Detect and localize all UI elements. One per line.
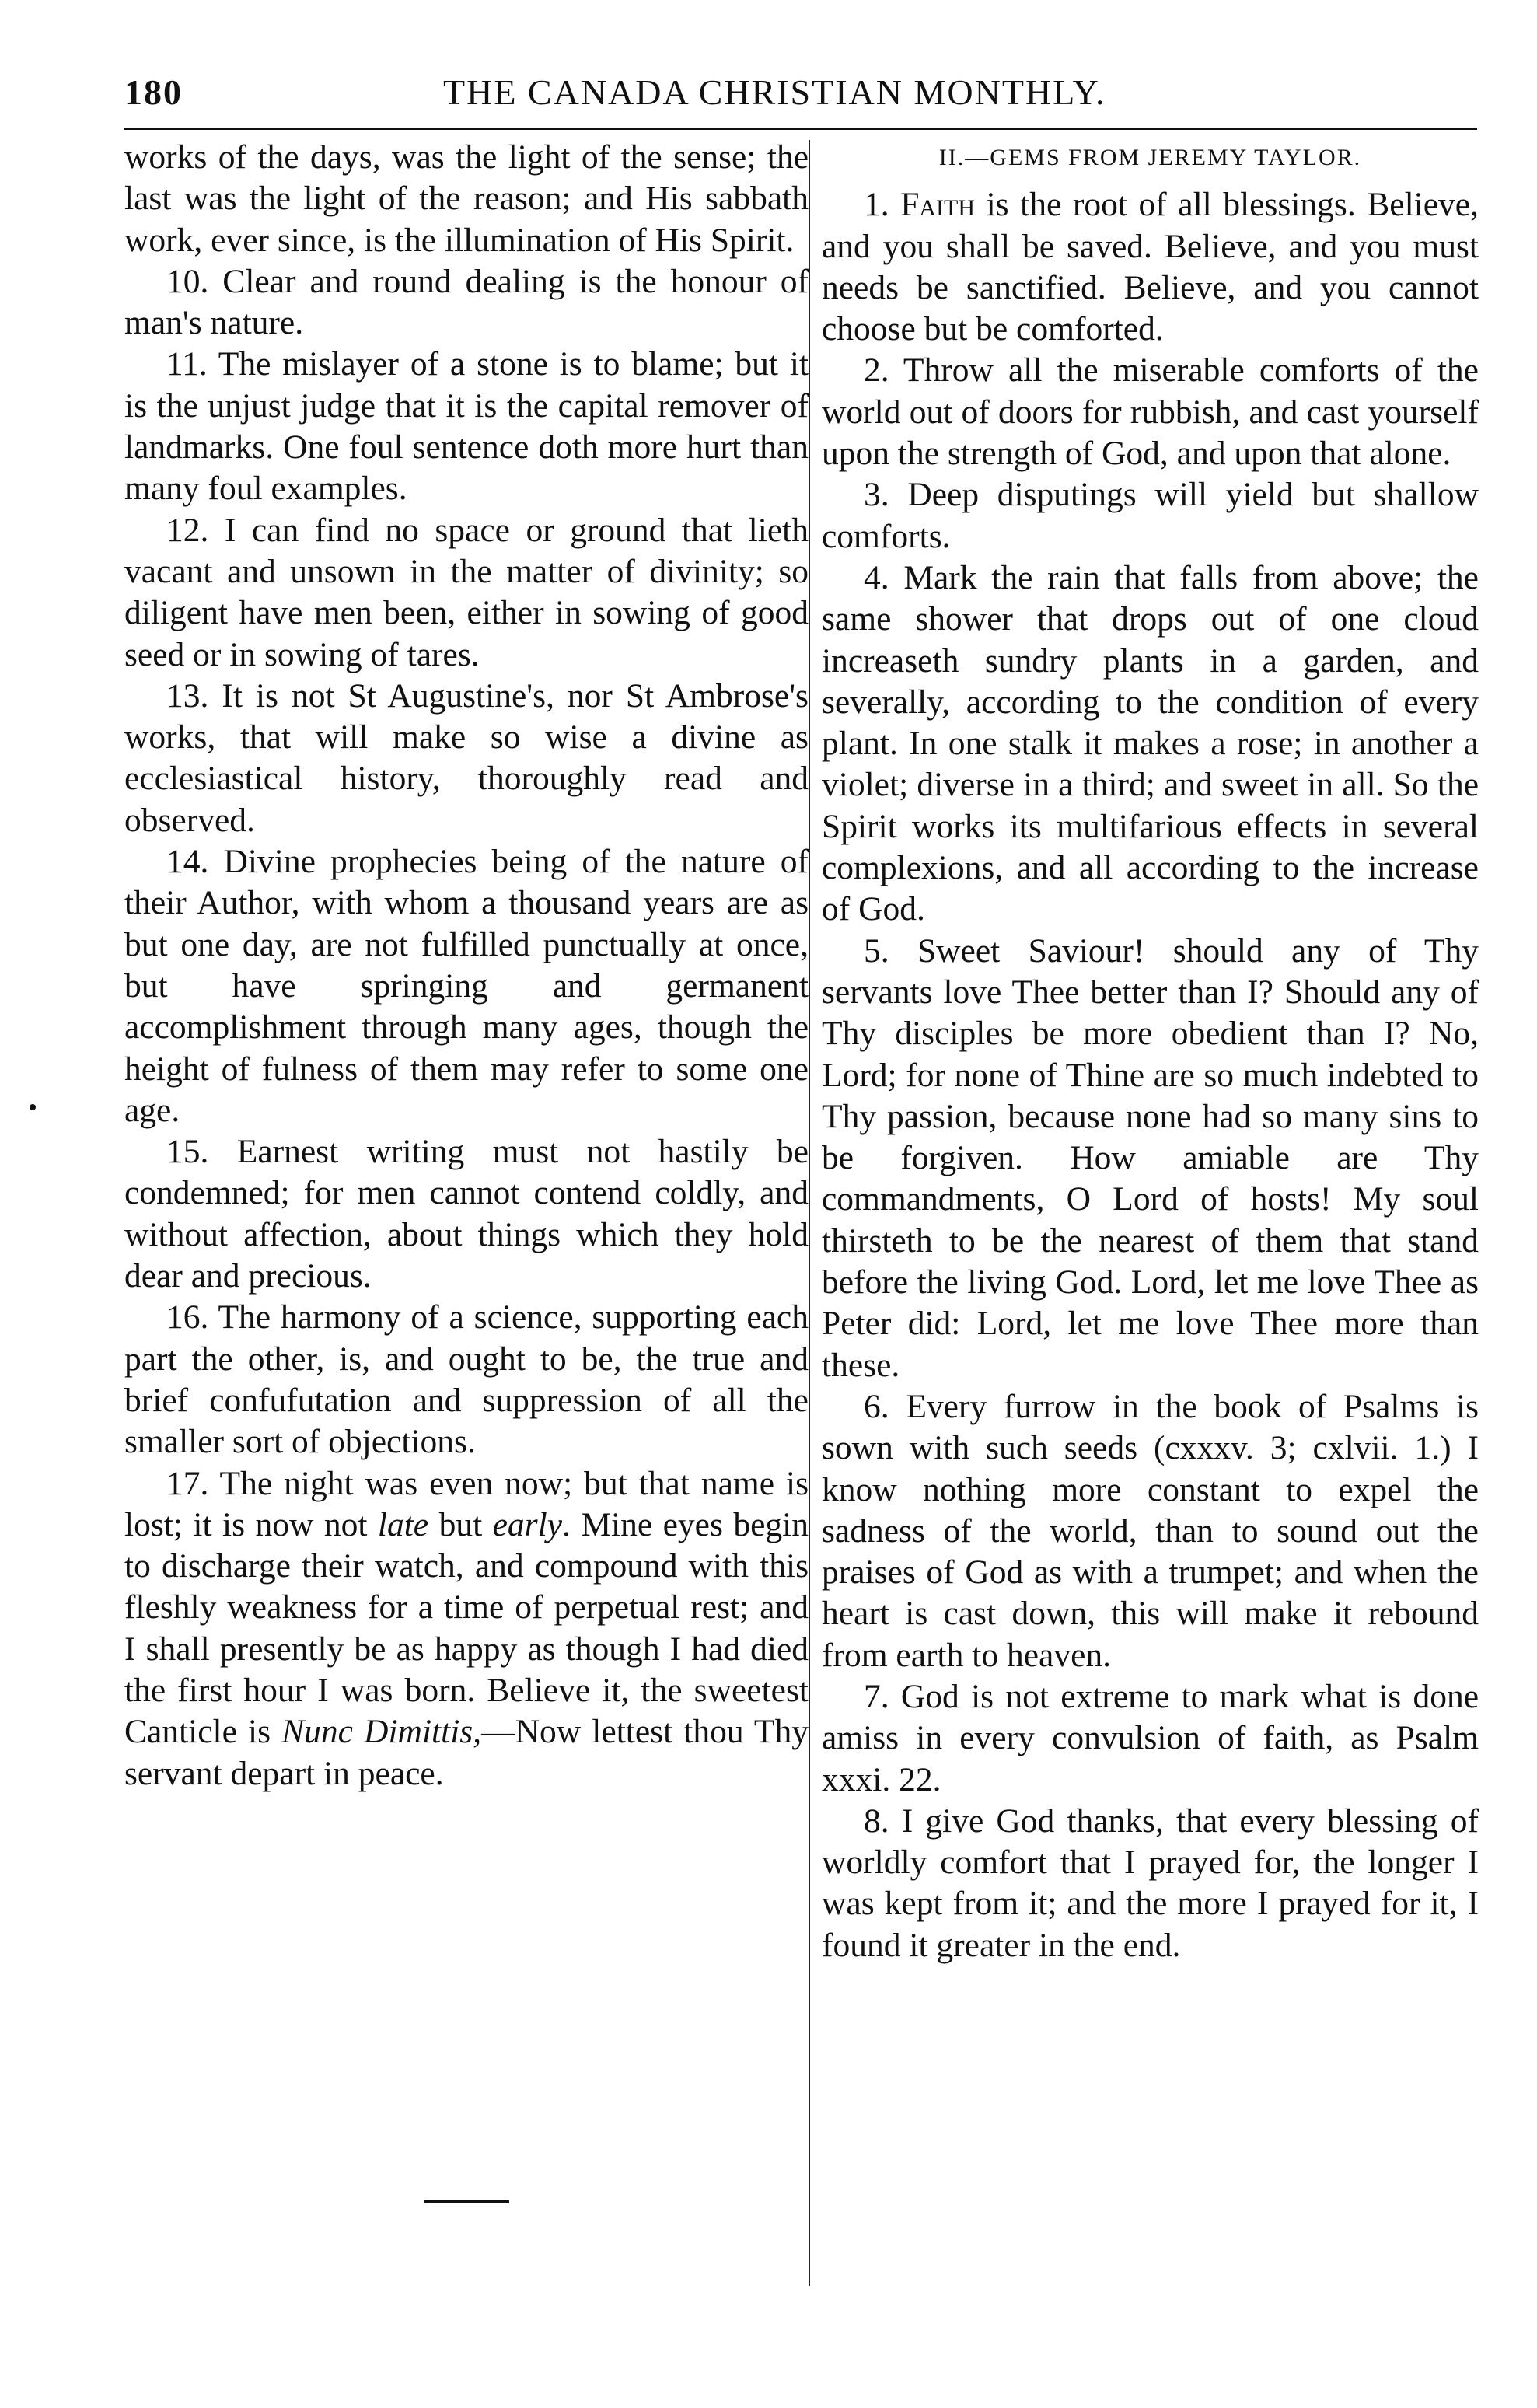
text-run: but — [428, 1505, 493, 1543]
page-number: 180 — [124, 72, 183, 112]
italic-late: late — [377, 1505, 429, 1543]
paragraph: 13. It is not St Augustine's, nor St Ambrose's works, that will make so wise a divine as ecclesiastical history, thoroughly read and observed. — [124, 676, 809, 839]
paragraph: 14. Divine prophecies being of the nature of their Author, with whom a thousand years are as but one day, are not fulfilled punctually at once, but have springing and germanent accomplishment through many ages, though the height of fulness of them may refer to some one age. — [124, 843, 809, 1129]
header-rule — [124, 128, 1477, 130]
paragraph: 5. Sweet Saviour! should any of Thy servants love Thee better than I? Should any of Thy disciples be more obedient than I? No, Lord; for none of Thine are so much indebted to Thy passion, because none had so many sins to be forgiven. How amiable are Thy commandments, O Lord of hosts! My soul thirsteth to be the nearest of them that stand before the living God. Lord, let me love Thee as Peter did: Lord, let me love Thee more than these. — [822, 931, 1479, 1384]
text-run: 1. — [864, 186, 901, 224]
paragraph: 12. I can find no space or ground that lieth vacant and unsown in the matter of divinity; so diligent have men been, either in sowing of good seed or in sowing of tares. — [124, 511, 809, 673]
italic-early: early — [492, 1505, 563, 1543]
section-heading: II.—GEMS FROM JEREMY TAYLOR. — [938, 145, 1362, 170]
marginal-dot — [30, 1104, 36, 1110]
column-divider — [809, 140, 810, 2286]
right-column — [822, 137, 1479, 1966]
paragraph: 15. Earnest writing must not hastily be condemned; for men cannot contend coldly, and without affection, about things which they hold dear and precious. — [124, 1133, 809, 1295]
paragraph: 11. The mislayer of a stone is to blame; but it is the unjust judge that it is the capital remover of landmarks. One foul sentence doth more hurt than many foul examples. — [124, 345, 809, 508]
text-run: —Now lettest thou Thy servant depart in peace. — [124, 1713, 809, 1792]
paragraph: works of the days, was the light of the sense; the last was the light of the reason; and His sabbath work, ever since, is the illumination of His Spirit. — [124, 138, 809, 259]
paragraph: 7. God is not extreme to mark what is done amiss in every convulsion of faith, as Psalm xxxi. 22. — [822, 1677, 1479, 1798]
paragraph: 6. Every furrow in the book of Psalms is sown with such seeds (cxxxv. 3; cxlvii. 1.) I know nothing more constant to expel the sadness of the world, than to sound out the praises of God as with a trumpet; and when the heart is cast down, this will make it rebound from earth to heaven. — [822, 1387, 1479, 1674]
page-header — [124, 72, 1477, 118]
text-run: 17. The night was even now; but that name is lost; it is now not — [124, 1464, 809, 1543]
paragraph: 2. Throw all the miserable comforts of the world out of doors for rubbish, and cast yourself upon the strength of God, and upon that alone. — [822, 351, 1479, 473]
italic-nunc-dimittis: Nunc Dimittis, — [281, 1713, 482, 1751]
paragraph: 3. Deep disputings will yield but shallow comforts. — [822, 476, 1479, 555]
text-run: is the root of all blessings. Believe, and you shall be saved. Believe, and you must needs be sanctified. Believe, and you cannot choose but be comforted. — [822, 186, 1479, 348]
text-run: . Mine eyes begin to discharge their watch, and compound with this fleshly weakness for a time of perpetual rest; and I shall presently be as happy as though I had died the first hour I was born. Believe it, the sweetest Canticle is — [124, 1505, 809, 1751]
running-title: THE CANADA CHRISTIAN MONTHLY. — [443, 72, 1106, 112]
paragraph: 16. The harmony of a science, supporting each part the other, is, and ought to be, the true and brief confufutation and suppression of all the smaller sort of objections. — [124, 1298, 809, 1461]
paragraph: 10. Clear and round dealing is the honour of man's nature. — [124, 262, 809, 342]
paragraph-1 — [822, 184, 1479, 350]
section-end-rule — [424, 2200, 509, 2203]
left-column — [124, 137, 809, 1795]
small-caps-faith: Faith — [900, 186, 976, 224]
paragraph: 8. I give God thanks, that every blessing of worldly comfort that I prayed for, the longer I was kept from it; and the more I prayed for it, I found it greater in the end. — [822, 1802, 1479, 1964]
paragraph-17 — [124, 1463, 809, 1795]
paragraph: 4. Mark the rain that falls from above; the same shower that drops out of one cloud increaseth sundry plants in a garden, and severally, according to the condition of every plant. In one stalk it makes a rose; in another a violet; diverse in a third; and sweet in all. So the Spirit works its multifarious effects in several complexions, and all according to the increase of God. — [822, 558, 1479, 928]
